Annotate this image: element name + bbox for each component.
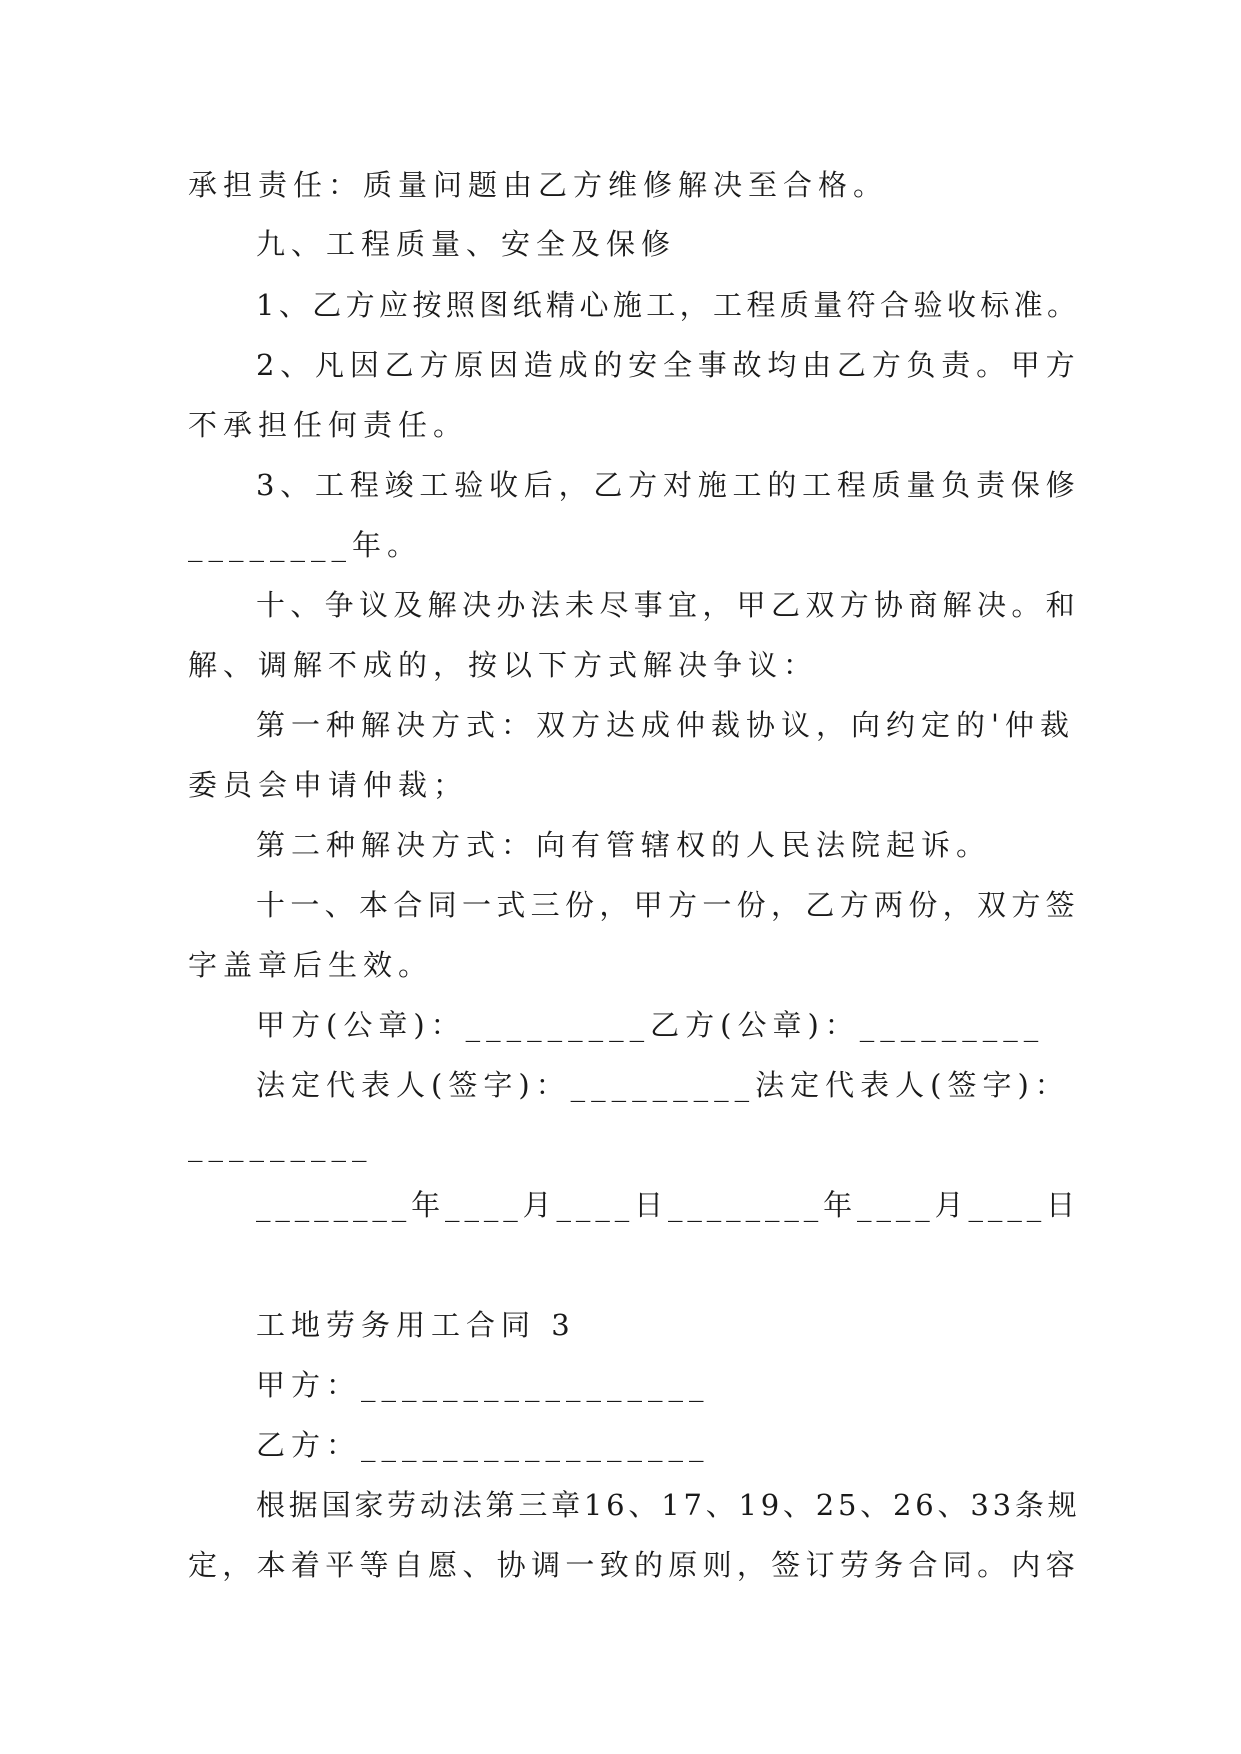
paragraph-line: 1、乙方应按照图纸精心施工，工程质量符合验收标准。 [256,288,1081,322]
paragraph-line: 解、调解不成的，按以下方式解决争议： [188,648,819,682]
party-b-line: 乙方：_________________ [256,1428,710,1462]
contract-title: 工地劳务用工合同 3 [256,1308,576,1342]
signature-line: 法定代表人(签字)：_________法定代表人(签字)： [256,1068,1070,1102]
paragraph-line: 第二种解决方式：向有管辖权的人民法院起诉。 [256,828,992,862]
paragraph-line: 十一、本合同一式三份，甲方一份，乙方两份，双方签 [256,888,1081,922]
paragraph-line: 不承担任何责任。 [188,408,469,442]
paragraph-line: 第一种解决方式：双方达成仲裁协议，向约定的'仲裁 [256,708,1075,742]
paragraph-line: 根据国家劳动法第三章16、17、19、25、26、33条规 [256,1488,1081,1522]
signature-line: _________ [188,1128,373,1162]
section-heading: 九、工程质量、安全及保修 [256,227,677,261]
party-a-line: 甲方：_________________ [256,1368,710,1402]
paragraph-line: 定，本着平等自愿、协调一致的原则，签订劳务合同。内容 [188,1548,1081,1582]
paragraph-line: 字盖章后生效。 [188,948,434,982]
date-line: ________年____月____日________年____月____日 [256,1188,1080,1222]
paragraph-line: ________年。 [188,528,423,562]
paragraph-line: 十、争议及解决办法未尽事宜，甲乙双方协商解决。和 [256,588,1081,622]
paragraph-line: 2、凡因乙方原因造成的安全事故均由乙方负责。甲方 [256,348,1081,382]
signature-line: 甲方(公章)：_________乙方(公章)：_________ [256,1008,1045,1042]
paragraph-line: 承担责任：质量问题由乙方维修解决至合格。 [188,168,889,202]
paragraph-line: 委员会申请仲裁； [188,768,469,802]
paragraph-line: 3、工程竣工验收后，乙方对施工的工程质量负责保修 [256,468,1081,502]
